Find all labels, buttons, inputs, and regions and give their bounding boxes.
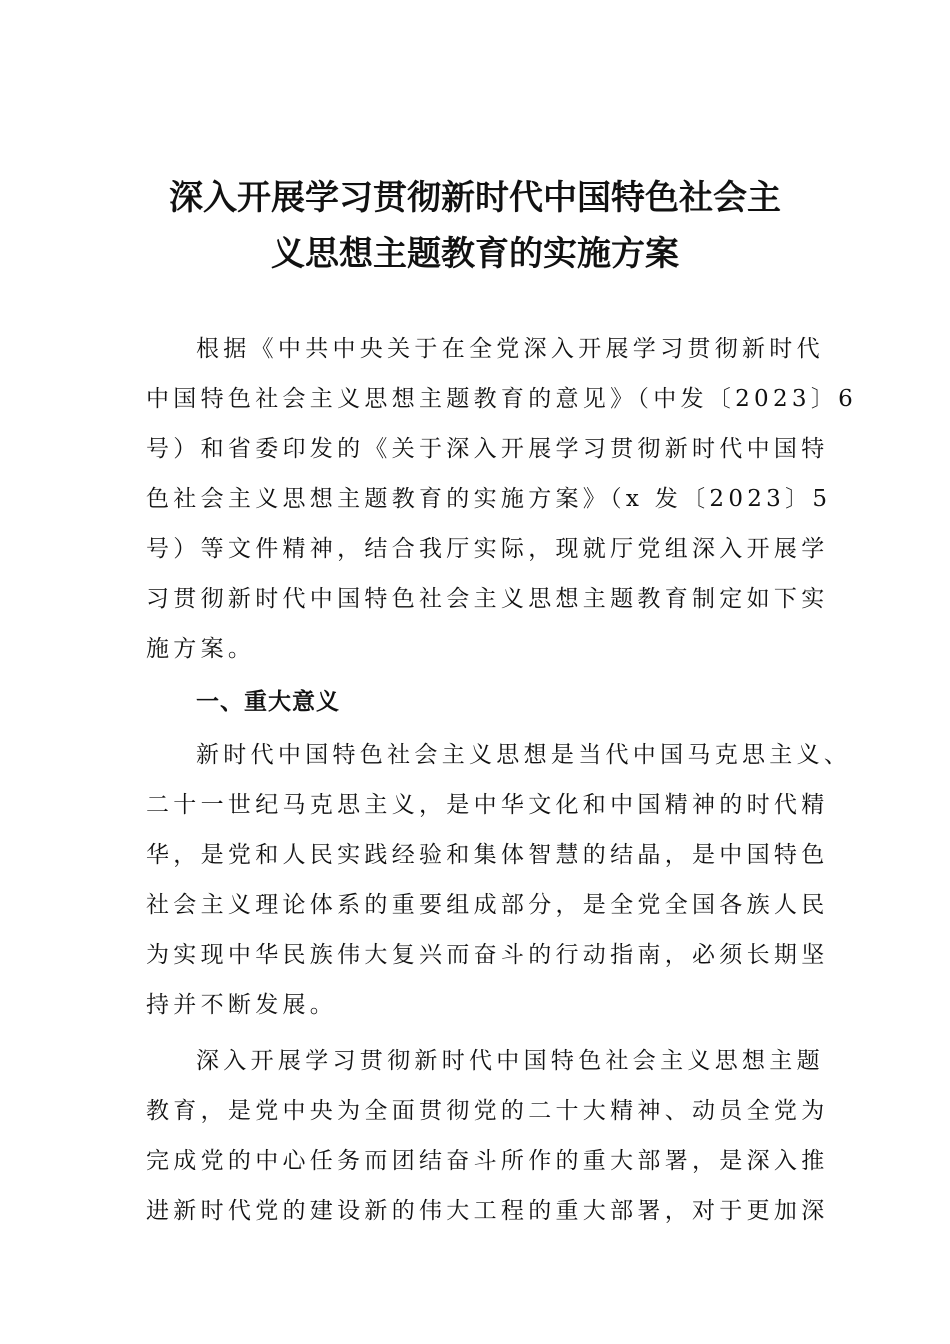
text-line: 华，是党和人民实践经验和集体智慧的结晶，是中国特色 bbox=[146, 842, 829, 868]
text-line: 号）和省委印发的《关于深入开展学习贯彻新时代中国特 bbox=[146, 436, 829, 462]
document-title bbox=[120, 170, 830, 282]
text-line: 完成党的中心任务而团结奋斗所作的重大部署，是深入推 bbox=[146, 1148, 829, 1174]
text-line: 进新时代党的建设新的伟大工程的重大部署，对于更加深 bbox=[146, 1198, 829, 1224]
paragraph-2 bbox=[146, 730, 852, 1030]
text-line: 新时代中国特色社会主义思想是当代中国马克思主义、 bbox=[196, 742, 852, 768]
text-line: 持并不断发展。 bbox=[146, 992, 338, 1018]
paragraph-1 bbox=[146, 324, 858, 674]
document-body bbox=[146, 324, 858, 1236]
text-line: 根据《中共中央关于在全党深入开展学习贯彻新时代 bbox=[196, 336, 824, 362]
title-line: 深入开展学习贯彻新时代中国特色社会主 bbox=[169, 178, 781, 218]
section-heading: 一、重大意义 bbox=[196, 689, 340, 715]
text-line: 色社会主义思想主题教育的实施方案》（x 发〔2023〕5 bbox=[146, 486, 832, 512]
text-line: 教育，是党中央为全面贯彻党的二十大精神、动员全党为 bbox=[146, 1098, 829, 1124]
text-line: 为实现中华民族伟大复兴而奋斗的行动指南，必须长期坚 bbox=[146, 942, 829, 968]
text-line: 社会主义理论体系的重要组成部分，是全党全国各族人民 bbox=[146, 892, 829, 918]
text-line: 号）等文件精神，结合我厅实际，现就厅党组深入开展学 bbox=[146, 536, 829, 562]
title-line: 义思想主题教育的实施方案 bbox=[271, 234, 679, 274]
text-line: 中国特色社会主义思想主题教育的意见》（中发〔2023〕6 bbox=[146, 386, 858, 412]
text-line: 施方案。 bbox=[146, 636, 256, 662]
paragraph-3 bbox=[146, 1036, 829, 1236]
text-line: 习贯彻新时代中国特色社会主义思想主题教育制定如下实 bbox=[146, 586, 829, 612]
text-line: 二十一世纪马克思主义，是中华文化和中国精神的时代精 bbox=[146, 792, 829, 818]
text-line: 深入开展学习贯彻新时代中国特色社会主义思想主题 bbox=[196, 1048, 824, 1074]
